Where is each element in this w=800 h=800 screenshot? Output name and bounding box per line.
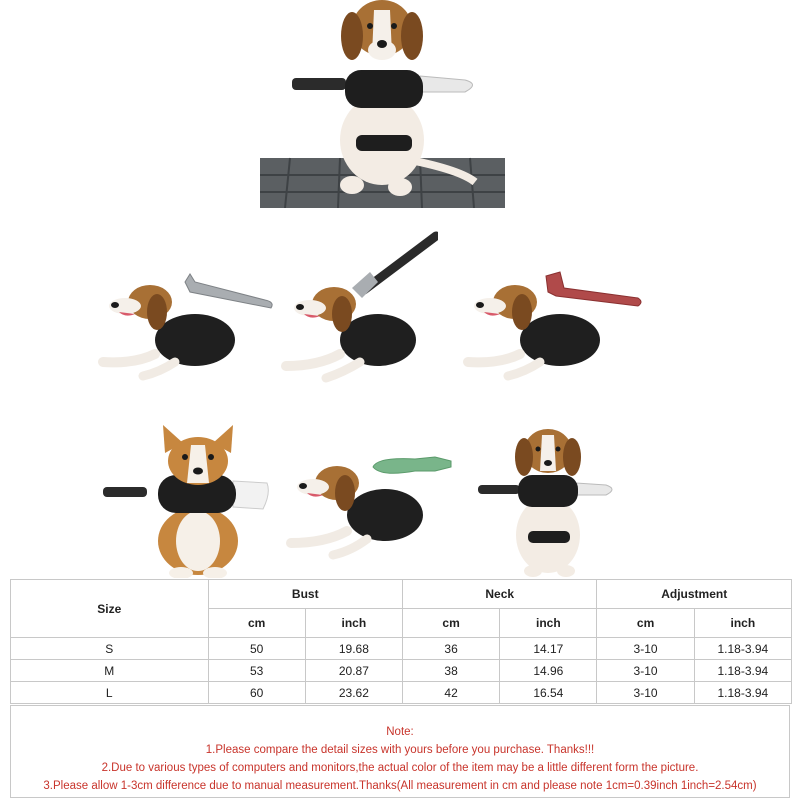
note-line-3: 3.Please allow 1-3cm difference due to manual measurement.Thanks(All measurement in cm and please note 1cm=0.39inch 1inch=2.54cm)	[43, 780, 757, 792]
unit-header: cm	[208, 609, 305, 638]
table-row	[11, 660, 792, 682]
size-cell: S	[11, 638, 209, 660]
notes-box	[10, 705, 790, 798]
value-cell: 19.68	[305, 638, 402, 660]
photo-beagle-knife-sitting-small	[478, 425, 620, 577]
table-row	[11, 638, 792, 660]
value-cell: 1.18-3.94	[694, 638, 791, 660]
unit-header: inch	[305, 609, 402, 638]
value-cell: 14.17	[500, 638, 597, 660]
size-cell: L	[11, 682, 209, 704]
notes-title: Note:	[386, 726, 414, 738]
photo-beagle-pipe-wrench-lying	[460, 262, 645, 387]
value-cell: 36	[402, 638, 499, 660]
value-cell: 1.18-3.94	[694, 660, 791, 682]
value-cell: 60	[208, 682, 305, 704]
table-row	[11, 682, 792, 704]
value-cell: 42	[402, 682, 499, 704]
unit-header: cm	[597, 609, 694, 638]
value-cell: 20.87	[305, 660, 402, 682]
value-cell: 16.54	[500, 682, 597, 704]
unit-header: inch	[500, 609, 597, 638]
size-chart-table	[10, 579, 792, 704]
note-line-1: 1.Please compare the detail sizes with yours before you purchase. Thanks!!!	[205, 744, 595, 756]
adjustment-header: Adjustment	[597, 580, 792, 609]
value-cell: 53	[208, 660, 305, 682]
value-cell: 3-10	[597, 660, 694, 682]
photo-beagle-wrench-lying	[95, 262, 280, 387]
value-cell: 23.62	[305, 682, 402, 704]
size-header: Size	[11, 580, 209, 638]
bust-header: Bust	[208, 580, 402, 609]
neck-header: Neck	[402, 580, 596, 609]
photo-beagle-hammer-lying	[278, 228, 438, 388]
photo-beagle-knife-sitting	[260, 0, 505, 208]
value-cell: 50	[208, 638, 305, 660]
unit-header: cm	[402, 609, 499, 638]
note-line-2: 2.Due to various types of computers and monitors,the actual color of the item may be a little different form the picture.	[101, 762, 699, 774]
photo-corgi-knife-sitting	[103, 423, 271, 578]
size-cell: M	[11, 660, 209, 682]
value-cell: 38	[402, 660, 499, 682]
unit-header: inch	[694, 609, 791, 638]
value-cell: 3-10	[597, 638, 694, 660]
value-cell: 1.18-3.94	[694, 682, 791, 704]
value-cell: 3-10	[597, 682, 694, 704]
photo-beagle-bottle-lying	[285, 455, 455, 565]
value-cell: 14.96	[500, 660, 597, 682]
